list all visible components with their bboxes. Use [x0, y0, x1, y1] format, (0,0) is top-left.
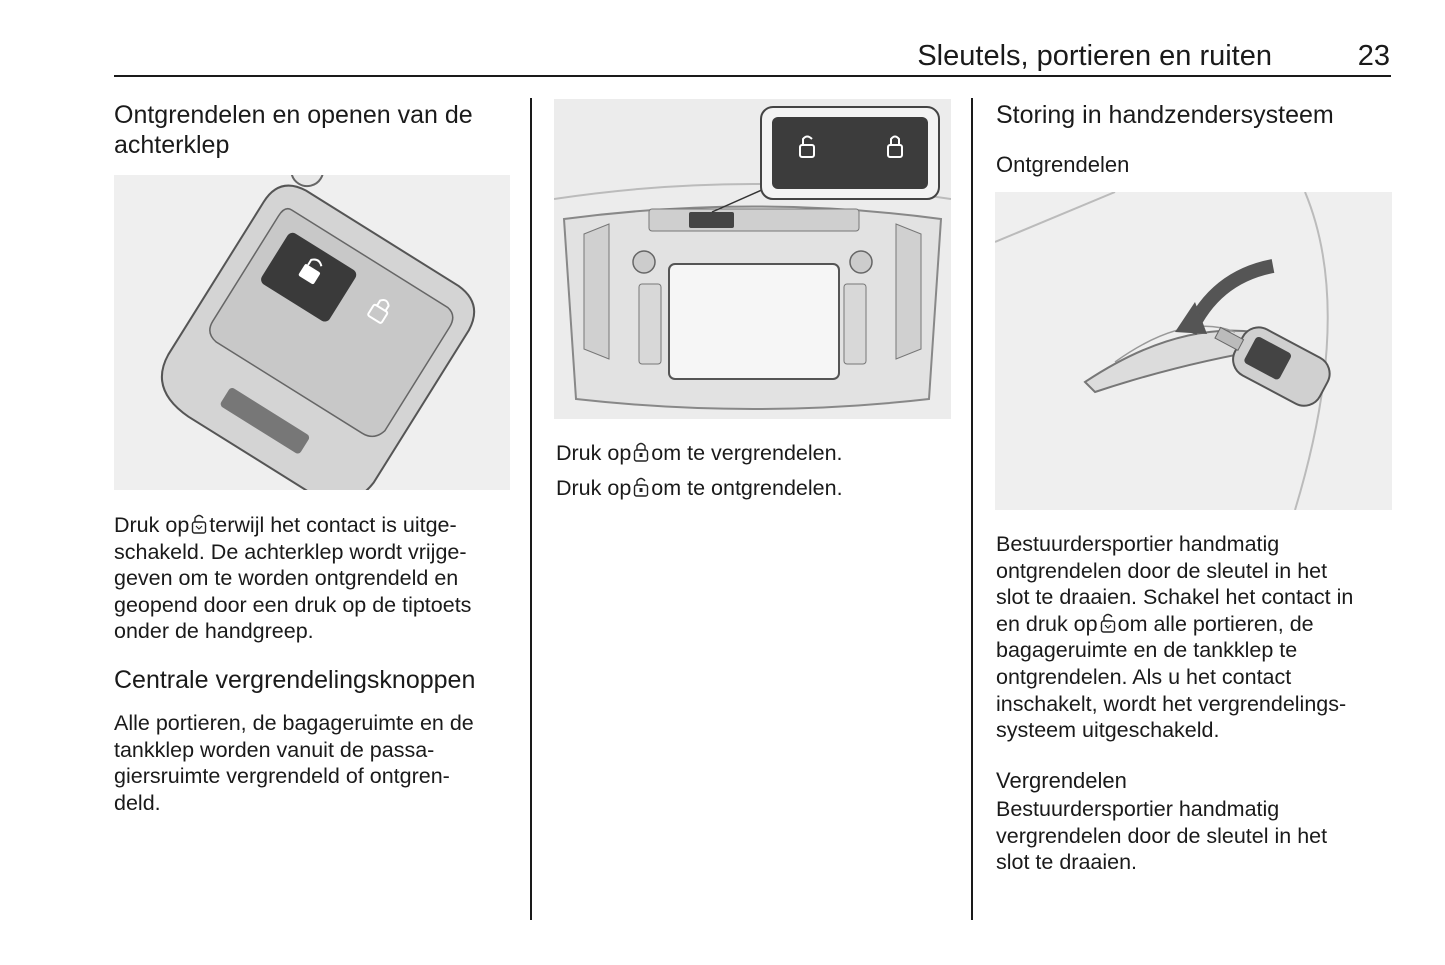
key-fob-illustration — [114, 175, 510, 490]
page-number: 23 — [1357, 40, 1390, 72]
tailgate-unlock-icon — [191, 513, 207, 535]
manual-unlock-line-8: systeem uitgeschakeld. — [996, 718, 1220, 743]
manual-lock-line-3: slot te draaien. — [996, 850, 1138, 875]
tailgate-line-3: geven om te worden ontgrendeld en — [114, 566, 459, 591]
unlock-icon — [633, 476, 649, 498]
header-rule — [114, 75, 1391, 77]
tailgate-line-4: geopend door een druk op de tiptoets — [114, 592, 472, 617]
manual-unlock-line-1: Bestuurdersportier handmatig — [996, 532, 1280, 556]
lock-line: Druk op om te vergrendelen. — [556, 441, 843, 465]
central-locking-heading: Centrale vergrendelingsknoppen — [114, 666, 476, 694]
key-fob-figure — [114, 175, 510, 490]
manual-unlock-line-5: bagageruimte en de tankklep te — [996, 638, 1298, 663]
manual-unlock-line-3: slot te draaien. Schakel het contact in — [996, 585, 1354, 610]
central-line-4: deld. — [114, 790, 161, 815]
dashboard-figure — [554, 99, 951, 419]
lock-icon — [633, 441, 649, 463]
manual-lock-line-1: Bestuurdersportier handmatig — [996, 797, 1280, 821]
central-line-2: tankklep worden vanuit de passa- — [114, 737, 435, 762]
door-handle-figure — [995, 192, 1392, 510]
central-line-3: giersruimte vergrendeld of ontgren- — [114, 764, 450, 789]
manual-unlock-line-7: inschakelt, wordt het vergrendelings- — [996, 691, 1347, 716]
manual-unlock-line-2: ontgrendelen door de sleutel in het — [996, 558, 1328, 583]
tailgate-paragraph — [114, 512, 519, 645]
central-locking-paragraph — [114, 710, 519, 816]
central-line-1: Alle portieren, de bagageruimte en de — [114, 711, 474, 735]
section-title: Sleutels, portieren en ruiten — [917, 40, 1272, 72]
tailgate-line-1: Druk op terwijl het contact is uitge- — [114, 513, 457, 537]
tailgate-line-2: schakeld. De achterklep wordt vrijge- — [114, 539, 467, 564]
unlock-icon-inline — [1100, 612, 1116, 634]
locking-subheading: Vergrendelen — [996, 768, 1127, 793]
manual-lock-paragraph — [996, 796, 1396, 876]
unlock-line: Druk op om te ontgrendelen. — [556, 475, 843, 500]
unlocking-subheading: Ontgrendelen — [996, 152, 1130, 177]
column-divider-left — [530, 98, 532, 920]
fault-heading: Storing in handzendersysteem — [996, 101, 1334, 129]
column-divider-right — [971, 98, 973, 920]
manual-unlock-line-4: en druk op om alle portieren, de — [996, 611, 1314, 636]
tailgate-heading: Ontgrendelen en openen van de achterklep — [114, 101, 473, 159]
manual-unlock-line-6: ontgrendelen. Als u het contact — [996, 664, 1292, 689]
door-handle-illustration — [995, 192, 1392, 510]
tailgate-line-5: onder de handgreep. — [114, 619, 314, 644]
dashboard-illustration — [554, 99, 951, 419]
manual-unlock-paragraph — [996, 531, 1396, 744]
manual-lock-line-2: vergrendelen door de sleutel in het — [996, 823, 1328, 848]
lock-instructions — [556, 440, 956, 501]
